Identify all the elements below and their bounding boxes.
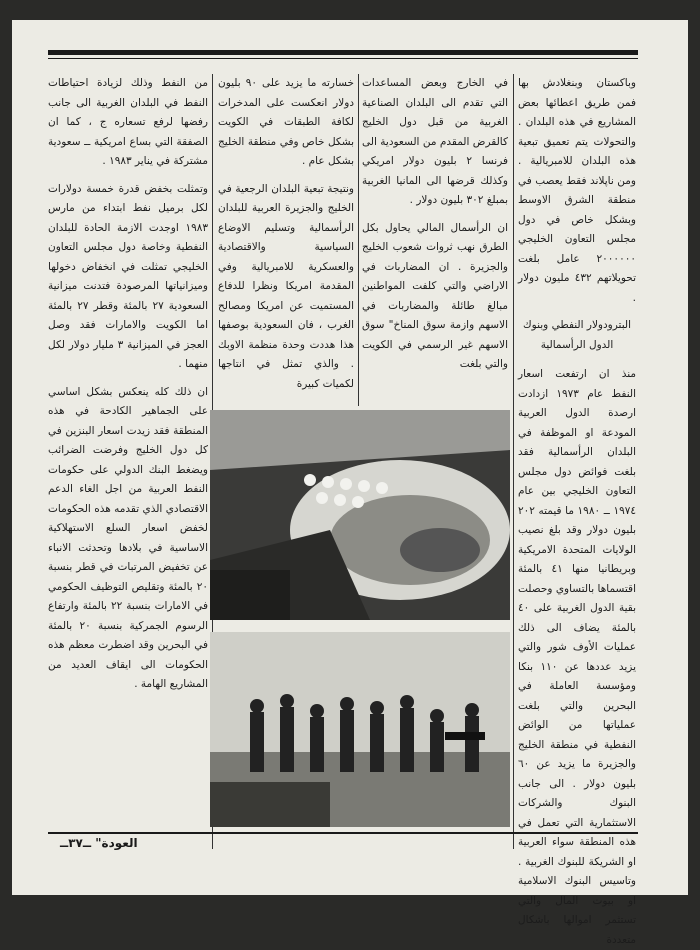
- paragraph: ونتيجة تبعية البلدان الرجعية في الخليج والجزيرة العربية للبلدان الرأسمالية وتسليم الاوضاع السياسية والاقتصادية والعسكرية للامبريالية وفي المقدمة امريكا ونظرا للدفاع المستميت عن امريكا ومصالح الغرب ، فان السعودية بوصفها هذا هددت وحدة منظمة الاوبك . والذي تمثل في انتاجها لكميات كبيرة: [218, 182, 354, 390]
- paragraph: وباكستان وبنغلادش بها فمن طريق اعطائها بعض المشاريع في هذه البلدان . والتحولات يتم تعميق تبعية هذه البلدان للامبريالية . ومن ناپلاند فقط يعصب في منطقة الشرق الاوسط وبشكل خاص في دول مجلس التعاون الخليجي ٢٠٠٠٠٠٠ عامل بلغت تحويلاتهم ٤٣٢ مليون دولار .: [518, 77, 636, 304]
- paragraph: خسارته ما يزيد على ٩٠ بليون دولار انعكست على المدخرات لكافة الطبقات في الكويت بشكل خاص وفي منطقة الخليج بشكل عام .: [218, 77, 355, 167]
- group-of-people-photo: [210, 632, 510, 827]
- paragraph: من النفط وذلك لزيادة احتياطات النفط في البلدان الغربية الى جانب رفضها لرفع تسعاره ج ، كما ان الصفقة التي بساع امريكية ــ سعودية مشتركة في يناير ١٩٨٣ .: [48, 77, 208, 167]
- section-heading: البترودولار النفطي وبنوك الدول الرأسمالية: [523, 319, 631, 351]
- article-column-4: [48, 74, 208, 849]
- article-column-2: [362, 74, 508, 406]
- header-rule: [48, 50, 638, 55]
- paragraph: منذ ان ارتفعت اسعار النفط عام ١٩٧٣ ازدادت ارصدة الدول العربية المودعة او الموظفة في البلدان الرأسمالية فقد بلغت فوائض دول مجلس التعاون الخليجي بين عام ١٩٧٤ ــ ١٩٨٠ ما قيمته ٢٠٢ بليون دولار وقد بلغ نصيب الولايات المتحدة الامريكية وبريطانيا منها ٤١ بالمئة اقتسماها بالتساوي وحصلت بقية الدول الغربية على ٤٠ بالمئة يضاف الى ذلك عمليات الأوف شور والتي يزيد عددها عن ١١٠ بنكا ومؤسسة العاملة في البحرين والتي بلغت عملياتها من الوائض النفطية في منطقة الخليج والجزيرة ما يزيد عن ٦٠ بليون دولار . الى جانب البنوك والشركات الاستثمارية التي تعمل في هذه المنطقة سواء العربية او الشريكة للبنوك الغربية . وتاسيس البنوك الاسلامية او بيوت المال والتي تستثمر اموالها باشكال متعددة: [518, 368, 636, 946]
- article-column-3: [218, 74, 354, 406]
- aerial-facility-photo: [210, 410, 510, 620]
- footer-rule: [48, 832, 638, 834]
- column-divider: [358, 74, 359, 406]
- paragraph: ان ذلك كله ينعكس بشكل اساسي على الجماهير الكادحة في هذه المنطقة فقد زيدت اسعار البنزين في كل دول الخليج وفرضت الضرائب ويضغط البنك الدولي على حكومات النفط العربية من اجل الغاء الدعم الاقتصادي الذي تقدمه هذه الحكومات لخفض اسعار السلع الاستهلاكية الاساسية في بلادها وتحدثت الانباء عن تخفيض المرتبات في قطر بنسبة ٢٠ بالمئة وتقليص التوظيف الحكومي في الامارات بنسبة ٢٢ بالمئة وارتفاع الرسوم الجمركية بنسبة ٢٠ بالمئة في البحرين وقد اضطرت معظم هذه الحكومات الى ايقاف العديد من المشاريع الهامة .: [48, 385, 208, 690]
- article-column-1: [518, 74, 636, 946]
- header-rule-thin: [48, 58, 638, 59]
- page-number-footer: العودة" ــ٣٧ــ: [60, 836, 138, 850]
- paragraph: وتمثلت بخفض قدرة خمسة دولارات لكل برميل نفط ابتداء من مارس ١٩٨٣ اوجدت الازمة الحادة للبلدان النفطية وخاصة دول مجلس التعاون الخليجي تمثلت في انخفاض دخولها وميزانياتها المرصودة فتدنت ميزانية السعودية ٢٧ بالمئة وقطر ٢٧ بالمئة اما الكويت والامارات فقد وصل العجز في الميزانية ٣ مليار دولار لكل منهما .: [48, 182, 209, 370]
- column-divider: [513, 74, 514, 849]
- paragraph: ان الرأسمال المالي يحاول بكل الطرق نهب ثروات شعوب الخليج والجزيرة . ان المضاربات في الاراضي والتي كلفت المواطنين مبالغ طائلة والمضاربات في الاسهم وازمة سوق المناخ" سوق الاسهم غير الرسمي في الكويت والتي بلغت: [362, 221, 508, 370]
- paragraph: في الخارج وبعض المساعدات التي تقدم الى البلدان الصناعية الغربية من قبل دول الخليج كالقرض المقدم من السعودية الى فرنسا ٢ بليون دولار امريكي وكذلك قرضها الى المانيا الغربية بمبلغ ٣٠٢ بليون دولار .: [362, 77, 509, 206]
